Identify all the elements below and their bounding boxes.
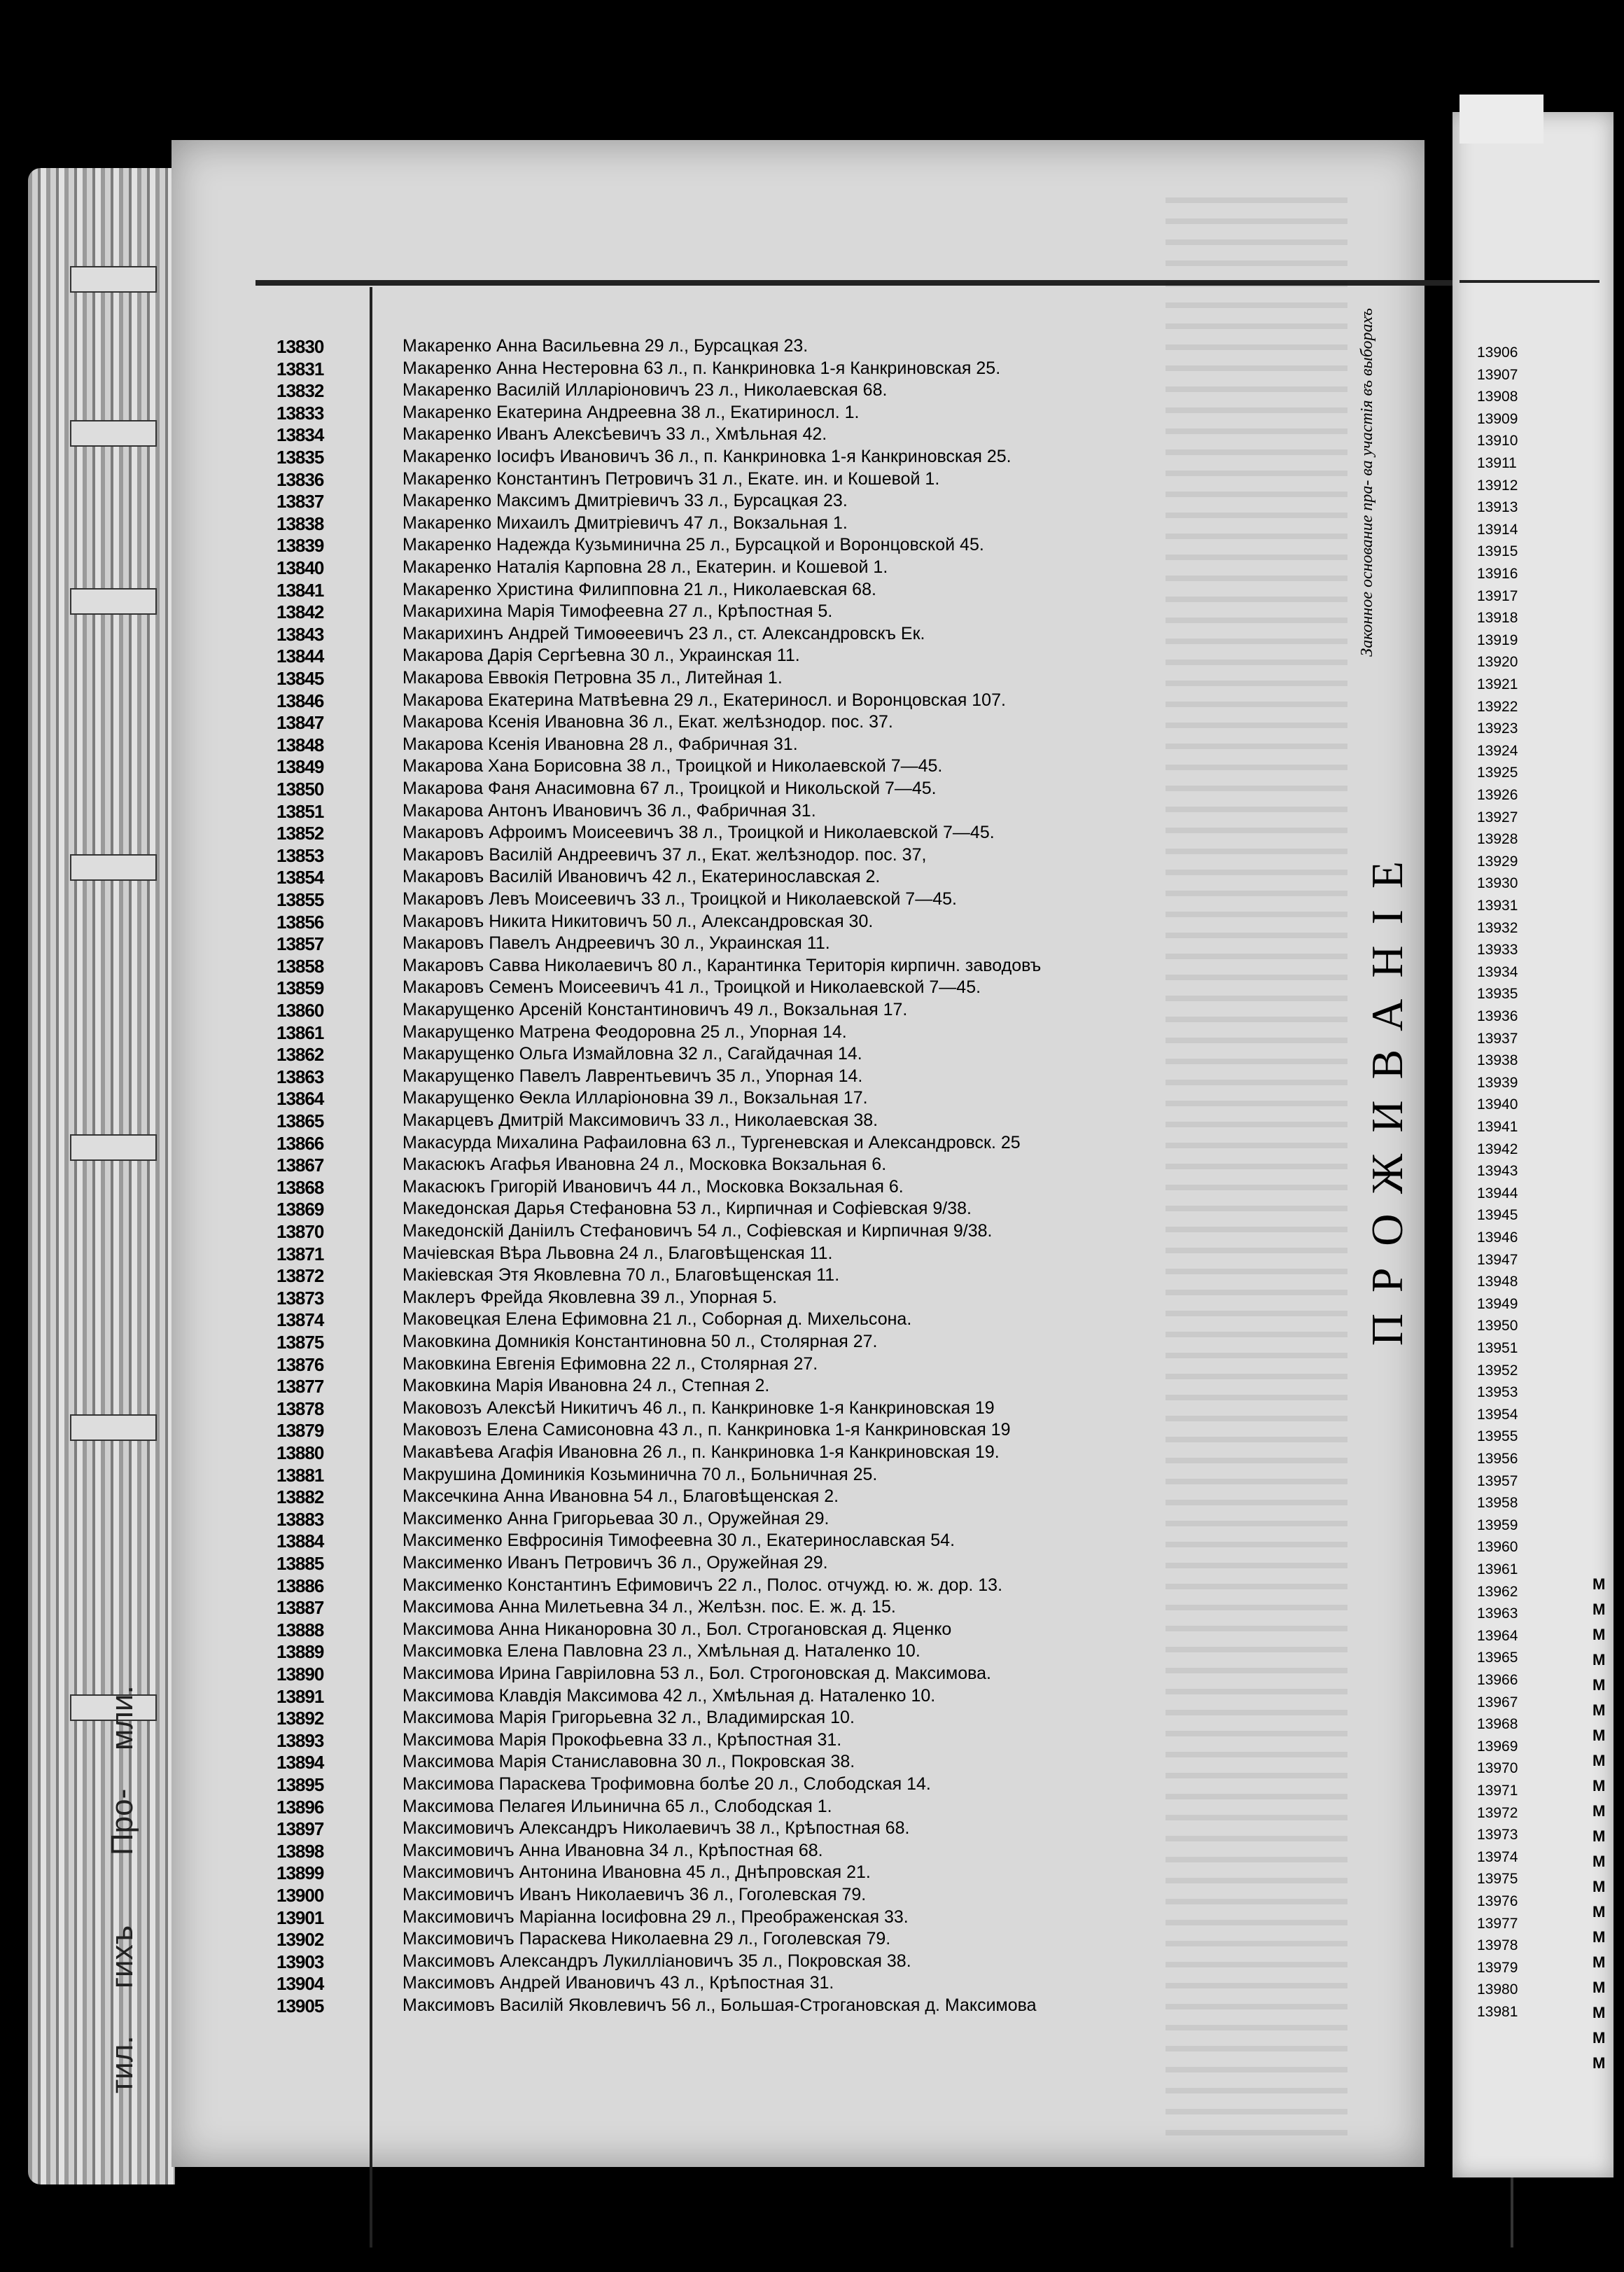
record-number: 13859	[276, 977, 324, 999]
record-entry: Макаренко Иванъ Алексѣевичъ 33 л., Хмѣльная 42.	[402, 424, 827, 445]
strip-record-number: 13973	[1477, 1827, 1518, 1844]
strip-record-number: 13956	[1477, 1451, 1518, 1467]
strip-record-number: 13965	[1477, 1650, 1518, 1666]
record-number: 13874	[276, 1309, 324, 1331]
record-entry: Макарова Дарія Сергѣевна 30 л., Украинская 11.	[402, 646, 800, 666]
record-entry: Максимовъ Андрей Ивановичъ 43 л., Крѣпостная 31.	[402, 1973, 834, 1993]
record-number: 13861	[276, 1022, 324, 1043]
record-entry: Македонская Дарья Стефановна 53 л., Кирпичная и Софіевская 9/38.	[402, 1199, 972, 1219]
record-number: 13843	[276, 623, 324, 645]
strip-record-number: 13929	[1477, 853, 1518, 870]
strip-record-number: 13959	[1477, 1517, 1518, 1533]
record-number: 13878	[276, 1398, 324, 1419]
record-entry: Макарова Екатерина Матвѣевна 29 л., Екатериносл. и Воронцовская 107.	[402, 690, 1006, 710]
strip-record-number: 13919	[1477, 632, 1518, 648]
record-number: 13847	[276, 712, 324, 734]
record-number: 13868	[276, 1176, 324, 1198]
record-number: 13850	[276, 779, 324, 800]
strip-edge-letter: М	[1592, 1928, 1606, 1946]
record-entry: Маковозъ Алексѣй Никитичъ 46 л., п. Канкриновке 1-я Канкриновская 19	[402, 1398, 995, 1418]
strip-record-number: 13952	[1477, 1362, 1518, 1379]
record-number: 13867	[276, 1155, 324, 1176]
strip-edge-letter: М	[1592, 1979, 1606, 1996]
strip-record-number: 13963	[1477, 1605, 1518, 1622]
strip-record-number: 13980	[1477, 1981, 1518, 1998]
record-number: 13838	[276, 513, 324, 534]
strip-record-number: 13918	[1477, 610, 1518, 627]
record-entry: Максимова Анна Милетьевна 34 л., Желѣзн. пос. Е. ж. д. 15.	[402, 1597, 896, 1617]
strip-edge-letter: М	[1592, 2029, 1606, 2047]
strip-edge-letter: М	[1592, 1853, 1606, 1870]
record-number: 13856	[276, 911, 324, 933]
record-entry: Максимовичъ Антонина Ивановна 45 л., Днѣпровская 21.	[402, 1862, 871, 1883]
strip-record-number: 13923	[1477, 720, 1518, 737]
strip-edge-letter: М	[1592, 1752, 1606, 1769]
strip-record-number: 13928	[1477, 831, 1518, 848]
record-entry: Максименко Анна Григорьеваа 30 л., Оружейная 29.	[402, 1508, 830, 1528]
record-entry: Макарова Хана Борисовна 38 л., Троицкой и Николаевской 7—45.	[402, 756, 943, 776]
record-number: 13860	[276, 1000, 324, 1021]
record-entry: Максимовичъ Анна Ивановна 34 л., Крѣпостная 68.	[402, 1840, 823, 1860]
record-number: 13836	[276, 468, 324, 490]
strip-record-number: 13961	[1477, 1561, 1518, 1577]
spine-box	[70, 854, 157, 881]
strip-record-number: 13941	[1477, 1119, 1518, 1135]
record-number: 13837	[276, 491, 324, 513]
strip-record-number: 13926	[1477, 787, 1518, 803]
record-number: 13900	[276, 1885, 324, 1906]
record-entry: Макарова Ксенія Ивановна 36 л., Екат. желѣзнодор. пос. 37.	[402, 712, 893, 732]
strip-record-number: 13974	[1477, 1848, 1518, 1865]
spine-box	[70, 1134, 157, 1161]
strip-edge-letter: М	[1592, 1575, 1606, 1593]
record-number: 13905	[276, 1995, 324, 2016]
strip-record-number: 13920	[1477, 654, 1518, 671]
record-number: 13897	[276, 1818, 324, 1840]
record-number: 13873	[276, 1287, 324, 1309]
spine-fragment: Про-	[105, 1788, 139, 1855]
record-number: 13841	[276, 579, 324, 601]
strip-record-number: 13979	[1477, 1959, 1518, 1976]
record-number: 13857	[276, 933, 324, 955]
record-entry: Макрушина Доминикія Козьминична 70 л., Больничная 25.	[402, 1464, 878, 1484]
record-number: 13894	[276, 1752, 324, 1773]
record-number: 13852	[276, 823, 324, 844]
strip-record-number: 13925	[1477, 765, 1518, 781]
strip-record-number: 13934	[1477, 963, 1518, 980]
record-entry: Маклеръ Фрейда Яковлевна 39 л., Упорная 5.	[402, 1287, 778, 1307]
record-entry: Максимовичъ Иванъ Николаевичъ 36 л., Гоголевская 79.	[402, 1885, 867, 1904]
record-entry: Максимова Анна Никаноровна 30 л., Бол. Строгановская д. Яценко	[402, 1619, 952, 1639]
strip-edge-letter: М	[1592, 1701, 1606, 1719]
record-number: 13899	[276, 1862, 324, 1884]
record-entry: Макарова Еввокія Петровна 35 л., Литейная 1.	[402, 668, 783, 688]
strip-record-number: 13910	[1477, 433, 1518, 449]
strip-record-number: 13907	[1477, 366, 1518, 383]
strip-record-number: 13954	[1477, 1406, 1518, 1423]
strip-record-number: 13915	[1477, 543, 1518, 560]
record-entry: Мачіевская Вѣра Львовна 24 л., Благовѣщенская 11.	[402, 1243, 833, 1263]
record-entry: Макаренко Константинъ Петровичъ 31 л., Екатe. ин. и Кошевой 1.	[402, 468, 940, 489]
register-page	[172, 140, 1424, 2167]
record-entry: Макасюкъ Григорій Ивановичъ 44 л., Московка Вокзальная 6.	[402, 1176, 904, 1197]
record-number: 13895	[276, 1774, 324, 1795]
record-entry: Макаренко Анна Нестеровна 63 л., п. Канкриновка 1-я Канкриновская 25.	[402, 358, 1001, 378]
strip-record-number: 13953	[1477, 1384, 1518, 1401]
record-number: 13851	[276, 800, 324, 822]
record-number: 13858	[276, 955, 324, 977]
strip-record-number: 13913	[1477, 499, 1518, 516]
record-entry: Максимова Ирина Гавріиловна 53 л., Бол. Строгоновская д. Максимова.	[402, 1664, 991, 1683]
record-number: 13854	[276, 867, 324, 888]
column-header-residence: ПРОЖИВАНІЕ	[1362, 840, 1412, 1346]
record-entry: Маковкина Домникія Константиновна 50 л., Столярная 27.	[402, 1332, 878, 1351]
record-entry: Маковецкая Елена Ефимовна 21 л., Соборная д. Михельсона.	[402, 1309, 912, 1330]
record-entry: Максимова Пелагея Ильинична 65 л., Слободская 1.	[402, 1796, 832, 1816]
record-number: 13849	[276, 756, 324, 778]
record-number: 13831	[276, 358, 324, 379]
record-number: 13884	[276, 1531, 324, 1552]
strip-edge-letter: М	[1592, 1953, 1606, 1971]
record-number: 13833	[276, 402, 324, 424]
spine-fragment: мли.	[105, 1685, 139, 1750]
record-entry: Макаровъ Левъ Моисеевичъ 33 л., Троицкой и Николаевской 7—45.	[402, 889, 957, 909]
strip-record-number: 13933	[1477, 942, 1518, 959]
strip-column-header: Законное основаніе пра- ва участія въ выборахъ	[1428, 287, 1443, 560]
strip-rule	[1460, 280, 1600, 283]
record-entry: Маковозъ Елена Самисоновна 43 л., п. Канкриновка 1-я Канкриновская 19	[402, 1420, 1011, 1440]
record-entry: Макарихинъ Андрей Тимоѳеевичъ 23 л., ст. Александровскъ Ек.	[402, 623, 925, 643]
record-number: 13840	[276, 557, 324, 578]
strip-edge-letter: М	[1592, 1903, 1606, 1921]
record-entry: Максимовъ Василій Яковлевичъ 56 л., Большая-Строгановская д. Максимова	[402, 1995, 1037, 2015]
record-entry: Макіевская Этя Яковлевна 70 л., Благовѣщенская 11.	[402, 1265, 840, 1285]
spine-fragment: тил.	[105, 2035, 139, 2093]
record-entry: Максимова Марія Григорьевна 32 л., Владимирская 10.	[402, 1708, 855, 1728]
record-entry: Макаренко Надежда Кузьминична 25 л., Бурсацкой и Воронцовской 45.	[402, 535, 984, 555]
strip-record-number: 13930	[1477, 875, 1518, 892]
record-number: 13880	[276, 1442, 324, 1463]
record-number: 13898	[276, 1840, 324, 1862]
strip-record-number: 13906	[1477, 344, 1518, 361]
record-number: 13865	[276, 1110, 324, 1131]
strip-record-number: 13977	[1477, 1915, 1518, 1932]
record-entry: Макаренко Михаилъ Дмитріевичъ 47 л., Вокзальная 1.	[402, 513, 848, 533]
record-number: 13844	[276, 646, 324, 667]
record-number: 13881	[276, 1464, 324, 1486]
strip-edge-letter: М	[1592, 1802, 1606, 1820]
record-entry: Макарова Фаня Анасимовна 67 л., Троицкой и Никольской 7—45.	[402, 779, 937, 798]
strip-record-number: 13939	[1477, 1074, 1518, 1091]
strip-record-number: 13940	[1477, 1096, 1518, 1113]
record-number: 13846	[276, 690, 324, 711]
spine-box	[70, 266, 157, 293]
record-number: 13869	[276, 1199, 324, 1220]
strip-edge-letter: М	[1592, 1601, 1606, 1618]
record-entry: Макаровъ Савва Николаевичъ 80 л., Карантинка Територія кирпичн. заводовъ	[402, 955, 1042, 975]
record-number: 13832	[276, 380, 324, 402]
record-entry: Макаровъ Семенъ Моисеевичъ 41 л., Троицкой и Николаевской 7—45.	[402, 977, 981, 998]
strip-record-number: 13957	[1477, 1472, 1518, 1489]
record-entry: Максимовичъ Маріанна Іосифовна 29 л., Преображенская 33.	[402, 1907, 909, 1927]
record-number: 13889	[276, 1641, 324, 1663]
record-entry: Макаренко Василій Илларіоновичъ 23 л., Николаевская 68.	[402, 380, 888, 400]
record-number: 13842	[276, 601, 324, 623]
strip-record-number: 13947	[1477, 1251, 1518, 1268]
strip-record-number: 13946	[1477, 1229, 1518, 1246]
spine-box	[70, 1414, 157, 1441]
record-number: 13885	[276, 1553, 324, 1574]
strip-record-number: 13945	[1477, 1207, 1518, 1224]
record-entry: Максименко Иванъ Петровичъ 36 л., Оружейная 29.	[402, 1553, 828, 1573]
record-number: 13886	[276, 1575, 324, 1596]
strip-record-number: 13908	[1477, 389, 1518, 405]
strip-edge-letter: М	[1592, 1676, 1606, 1694]
record-number: 13855	[276, 889, 324, 910]
record-number: 13888	[276, 1619, 324, 1640]
strip-record-number: 13938	[1477, 1052, 1518, 1069]
strip-record-number: 13969	[1477, 1738, 1518, 1755]
strip-record-number: 13916	[1477, 566, 1518, 582]
strip-record-number: 13971	[1477, 1783, 1518, 1799]
strip-record-number: 13942	[1477, 1141, 1518, 1157]
record-number: 13864	[276, 1088, 324, 1110]
record-entry: Максимова Параскева Трофимовна болѣе 20 л., Слободская 14.	[402, 1774, 931, 1794]
record-entry: Максечкина Анна Ивановна 54 л., Благовѣщенская 2.	[402, 1486, 839, 1507]
record-number: 13893	[276, 1729, 324, 1751]
record-entry: Макаровъ Никита Никитовичъ 50 л., Александровская 30.	[402, 911, 874, 931]
strip-record-number: 13948	[1477, 1274, 1518, 1290]
strip-edge-letter: М	[1592, 2054, 1606, 2072]
strip-record-number: 13951	[1477, 1340, 1518, 1356]
record-number: 13903	[276, 1951, 324, 1972]
strip-record-number: 13964	[1477, 1627, 1518, 1644]
record-entry: Макарущенко Ѳекла Илларіоновна 39 л., Вокзальная 17.	[402, 1088, 868, 1108]
record-entry: Максимовичъ Параскева Николаевна 29 л., Гоголевская 79.	[402, 1929, 891, 1949]
record-entry: Макарущенко Павелъ Лаврентьевичъ 35 л., Упорная 14.	[402, 1066, 863, 1086]
strip-record-number: 13924	[1477, 742, 1518, 759]
record-entry: Македонскій Даніилъ Стефановичъ 54 л., Софіевская и Кирпичная 9/38.	[402, 1221, 993, 1241]
strip-record-number: 13958	[1477, 1495, 1518, 1512]
strip-record-number: 13932	[1477, 919, 1518, 936]
strip-edge-letter: М	[1592, 1777, 1606, 1794]
strip-edge-letter: М	[1592, 2004, 1606, 2021]
record-entry: Максимовка Елена Павловна 23 л., Хмѣльная д. Наталенко 10.	[402, 1641, 920, 1661]
record-number: 13862	[276, 1044, 324, 1066]
record-entry: Максимова Марія Прокофьевна 33 л., Крѣпостная 31.	[402, 1729, 842, 1750]
spine-fragment: гихъ	[105, 1925, 139, 1988]
record-entry: Макасюкъ Агафья Ивановна 24 л., Московка Вокзальная 6.	[402, 1155, 887, 1175]
record-entry: Макаренко Максимъ Дмитріевичъ 33 л., Бурсацкая 23.	[402, 491, 848, 511]
record-entry: Макарущенко Матрена Феодоровна 25 л., Упорная 14.	[402, 1022, 847, 1042]
strip-record-number: 13966	[1477, 1672, 1518, 1688]
strip-record-number: 13960	[1477, 1539, 1518, 1556]
record-entry: Максимовичъ Александръ Николаевичъ 38 л., Крѣпостная 68.	[402, 1818, 910, 1839]
strip-record-number: 13935	[1477, 986, 1518, 1003]
record-entry: Максимова Марія Станиславовна 30 л., Покровская 38.	[402, 1752, 855, 1772]
record-number: 13879	[276, 1420, 324, 1442]
record-number: 13891	[276, 1685, 324, 1707]
strip-record-number: 13912	[1477, 477, 1518, 494]
strip-record-number: 13936	[1477, 1008, 1518, 1024]
record-number: 13835	[276, 447, 324, 468]
record-number: 13872	[276, 1265, 324, 1287]
record-number: 13848	[276, 734, 324, 755]
strip-record-number: 13967	[1477, 1694, 1518, 1710]
strip-tab	[1460, 95, 1544, 144]
record-number: 13839	[276, 535, 324, 557]
spine-box	[70, 420, 157, 447]
record-entry: Макаренко Іосифъ Ивановичъ 36 л., п. Канкриновка 1-я Канкриновская 25.	[402, 447, 1011, 466]
strip-record-number: 13950	[1477, 1318, 1518, 1334]
strip-record-number: 13976	[1477, 1893, 1518, 1909]
record-entry: Макаровъ Афроимъ Моисеевичъ 38 л., Троицкой и Николаевской 7—45.	[402, 823, 995, 843]
record-number: 13875	[276, 1332, 324, 1353]
strip-edge-letter: М	[1592, 1727, 1606, 1744]
strip-record-number: 13970	[1477, 1760, 1518, 1777]
record-entry: Макаренко Анна Васильевна 29 л., Бурсацкая 23.	[402, 336, 808, 356]
record-entry: Макарова Ксенія Ивановна 28 л., Фабричная 31.	[402, 734, 798, 754]
record-number: 13890	[276, 1664, 324, 1685]
strip-record-number: 13917	[1477, 587, 1518, 604]
record-entry: Макарихина Марія Тимофеевна 27 л., Крѣпостная 5.	[402, 601, 833, 622]
strip-edge-letter: М	[1592, 1827, 1606, 1845]
record-entry: Макаренко Христина Филипповна 21 л., Николаевская 68.	[402, 579, 876, 599]
strip-record-number: 13981	[1477, 2004, 1518, 2020]
strip-record-number: 13944	[1477, 1185, 1518, 1201]
strip-record-number: 13914	[1477, 521, 1518, 538]
record-entry: Макарущенко Арсеній Константиновичъ 49 л., Вокзальная 17.	[402, 1000, 908, 1019]
record-number: 13877	[276, 1376, 324, 1398]
record-entry: Максименко Евфросинія Тимофеевна 30 л., Екатеринославская 54.	[402, 1531, 955, 1551]
record-entry: Макасурда Михалина Рафаиловна 63 л., Тургеневская и Александровск. 25	[402, 1132, 1021, 1152]
record-entry: Макаровъ Павелъ Андреевичъ 30 л., Украинская 11.	[402, 933, 830, 954]
record-entry: Макавѣева Агафія Ивановна 26 л., п. Канкриновка 1-я Канкриновская 19.	[402, 1442, 1000, 1462]
strip-record-number: 13955	[1477, 1428, 1518, 1445]
strip-record-number: 13943	[1477, 1163, 1518, 1180]
strip-record-number: 13975	[1477, 1871, 1518, 1888]
record-number: 13883	[276, 1508, 324, 1530]
record-number: 13845	[276, 668, 324, 689]
strip-record-number: 13962	[1477, 1583, 1518, 1600]
record-entry: Макаренко Екатерина Андреевна 38 л., Екатириносл. 1.	[402, 402, 860, 422]
strip-record-number: 13911	[1477, 455, 1517, 471]
record-entry: Маковкина Евгенія Ефимовна 22 л., Столярная 27.	[402, 1353, 818, 1374]
record-number: 13853	[276, 844, 324, 866]
record-entry: Макаровъ Василій Ивановичъ 42 л., Екатеринославская 2.	[402, 867, 881, 887]
record-entry: Макаровъ Василій Андреевичъ 37 л., Екат. желѣзнодор. пос. 37,	[402, 844, 927, 865]
book-spine	[28, 168, 175, 2184]
record-number: 13863	[276, 1066, 324, 1087]
record-entry: Максимова Клавдія Максимова 42 л., Хмѣльная д. Наталенко 10.	[402, 1685, 936, 1706]
strip-edge-letter: М	[1592, 1651, 1606, 1668]
record-number: 13876	[276, 1353, 324, 1375]
record-number: 13904	[276, 1973, 324, 1995]
record-entry: Маковкина Марія Ивановна 24 л., Степная 2.	[402, 1376, 770, 1396]
record-number: 13882	[276, 1486, 324, 1508]
record-number: 13902	[276, 1929, 324, 1951]
strip-record-number: 13931	[1477, 898, 1518, 914]
strip-record-number: 13972	[1477, 1804, 1518, 1821]
record-number: 13892	[276, 1708, 324, 1729]
record-number: 13870	[276, 1221, 324, 1242]
record-entry: Максименко Константинъ Ефимовичъ 22 л., Полос. отчужд. ю. ж. дор. 13.	[402, 1575, 1003, 1595]
record-number: 13834	[276, 424, 324, 446]
record-number: 13866	[276, 1132, 324, 1154]
strip-record-number: 13968	[1477, 1716, 1518, 1733]
strip-record-number: 13921	[1477, 676, 1518, 692]
record-number: 13871	[276, 1243, 324, 1264]
column-header-legal-basis: Законное основание пра- ва участія въ выборахъ	[1358, 308, 1376, 657]
record-entry: Максимовъ Александръ Лукилліановичъ 35 л., Покровская 38.	[402, 1951, 911, 1971]
record-entry: Макарцевъ Дмитрій Максимовичъ 33 л., Николаевская 38.	[402, 1110, 878, 1130]
record-entry: Макарущенко Ольга Измайловна 32 л., Сагайдачная 14.	[402, 1044, 862, 1064]
strip-record-number: 13909	[1477, 410, 1518, 427]
record-entry: Макаренко Наталія Карповна 28 л., Екатерин. и Кошевой 1.	[402, 557, 888, 577]
record-entry: Макарова Антонъ Ивановичъ 36 л., Фабричная 31.	[402, 800, 816, 821]
strip-edge-letter: М	[1592, 1626, 1606, 1643]
strip-record-number: 13978	[1477, 1937, 1518, 1954]
record-number: 13887	[276, 1597, 324, 1619]
record-number: 13830	[276, 336, 324, 357]
record-number: 13901	[276, 1907, 324, 1928]
strip-record-number: 13922	[1477, 698, 1518, 715]
column-rule	[370, 287, 372, 2247]
record-number: 13896	[276, 1796, 324, 1818]
spine-box	[70, 588, 157, 615]
strip-record-number: 13949	[1477, 1295, 1518, 1312]
strip-record-number: 13937	[1477, 1030, 1518, 1047]
bleed-through-text	[1166, 182, 1348, 2142]
strip-edge-letter: М	[1592, 1878, 1606, 1895]
strip-record-number: 13927	[1477, 809, 1518, 825]
